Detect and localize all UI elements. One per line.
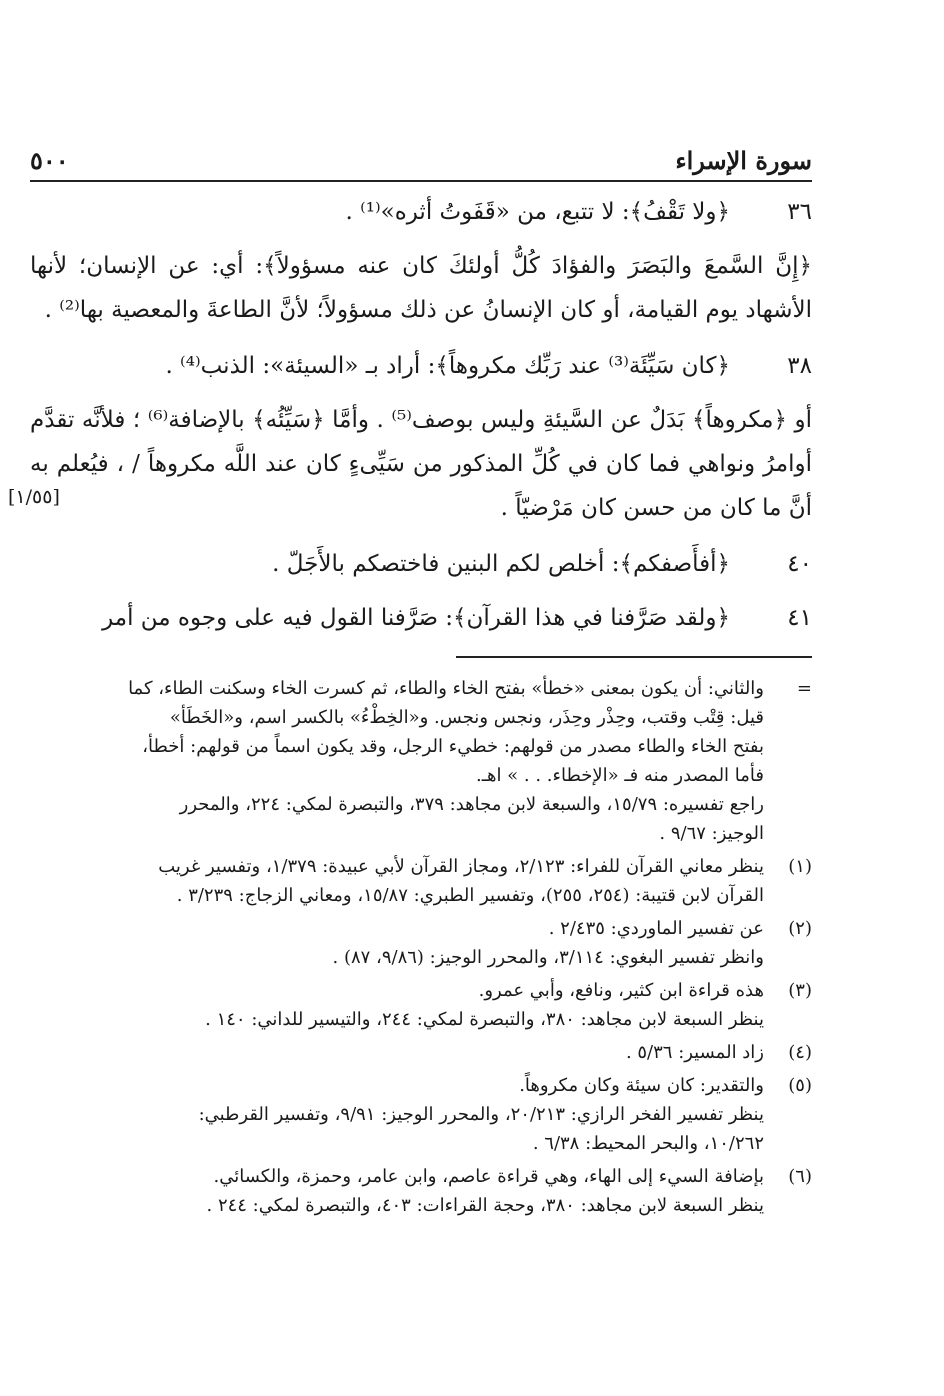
footnote-line: ينظر تفسير الفخر الرازي: ٢٠/٢١٣، والمحرر الوجيز: ٩/٩١، وتفسير القرطبي:	[198, 1104, 764, 1125]
footnote-line: فأما المصدر منه فـ «الإخطاء. . . » اهـ.	[475, 765, 764, 786]
footnote-marker: (٥)	[788, 1075, 812, 1096]
verse-number: ٤٠	[787, 551, 812, 577]
commentary-paragraph: ﴿إِنَّ السَّمعَ والبَصَرَ والفؤادَ كُلُّ أولئكَ كان عنه مسؤولاً﴾: أي: عن الإنسان؛ لأنها الأشهاد يوم القيامة، أو كان الإنسانُ عن ذلك مسؤولاً؛ لأنَّ الطاعةَ والمعصية بها⁽²⁾ .	[30, 253, 812, 323]
footnote-line: بفتح الخاء والطاء مصدر من قولهم: خطيء الرجل، وقد يكون اسماً من قولهم: أخطأ،	[142, 736, 764, 757]
surah-title: سورة الإسراء	[675, 146, 812, 175]
footnote-divider	[456, 656, 812, 658]
footnote	[30, 1038, 812, 1067]
verse-entry	[30, 542, 812, 586]
footnote-line: قيل: قِتْب وقتب، وحِذْر وحِذَر، ونجس ونجس. و«الخِطْءُ» بالكسر اسم، و«الخَطَأ»	[169, 707, 764, 728]
footnote-line: ينظر معاني القرآن للفراء: ٢/١٢٣، ومجاز القرآن لأبي عبيدة: ١/٣٧٩، وتفسير غريب	[158, 856, 764, 877]
verse-number: ٣٦	[787, 199, 812, 225]
footnote-marker: (٢)	[788, 918, 812, 939]
commentary-block	[8, 398, 812, 530]
verse-number: ٤١	[787, 605, 812, 631]
footnote-line: ١٠/٢٦٢، والبحر المحيط: ٦/٣٨ .	[532, 1133, 764, 1154]
footnote-line: والتقدير: كان سيئة وكان مكروهاً.	[519, 1075, 764, 1096]
footnote-line: عن تفسير الماوردي: ٢/٤٣٥ .	[548, 918, 764, 939]
verse-entry	[30, 190, 812, 234]
verse-text: ﴿ولقد صَرَّفنا في هذا القرآن﴾: صَرَّفنا القول فيه على وجوه من أمر	[102, 605, 730, 631]
commentary-body	[8, 190, 812, 650]
verse-entry	[30, 344, 812, 388]
footnotes	[30, 674, 812, 1224]
footnote-line: وانظر تفسير البغوي: ٣/١١٤، والمحرر الوجيز: (٩/٨٦، ٨٧) .	[332, 947, 764, 968]
verse-number: ٣٨	[787, 353, 812, 379]
footnote-marker: =	[796, 678, 812, 699]
footnote-line: القرآن لابن قتيبة: (٢٥٤، ٢٥٥)، وتفسير الطبري: ١٥/٨٧، ومعاني الزجاج: ٣/٢٣٩ .	[176, 885, 764, 906]
footnote-line: ينظر السبعة لابن مجاهد: ٣٨٠، والتبصرة لمكي: ٢٤٤، والتيسير للداني: ١٤٠ .	[205, 1009, 764, 1030]
footnote	[30, 852, 812, 910]
page-number: ٥٠٠	[30, 146, 69, 175]
verse-entry	[30, 596, 812, 640]
page-header	[30, 140, 812, 182]
footnote-line: الوجيز: ٩/٦٧ .	[659, 823, 764, 844]
footnote-marker: (١)	[788, 856, 812, 877]
footnote-line: والثاني: أن يكون بمعنى «خطأ» بفتح الخاء والطاء، ثم كسرت الخاء وسكنت الطاء، كما	[128, 678, 764, 699]
footnote-line: راجع تفسيره: ١٥/٧٩، والسبعة لابن مجاهد: ٣٧٩، والتبصرة لمكي: ٢٢٤، والمحرر	[179, 794, 764, 815]
manuscript-folio-ref: [١/٥٥]	[8, 486, 60, 508]
footnote-marker: (٤)	[788, 1042, 812, 1063]
footnote	[30, 914, 812, 972]
verse-text: ﴿كان سَيِّئَة⁽³⁾ عند رَبِّك مكروهاً﴾: أراد بـ «السيئة»: الذنب⁽⁴⁾ .	[165, 353, 730, 379]
footnote-line: هذه قراءة ابن كثير، ونافع، وأبي عمرو.	[478, 980, 764, 1001]
footnote	[30, 1162, 812, 1220]
footnote-line: بإضافة السيء إلى الهاء، وهي قراءة عاصم، وابن عامر، وحمزة، والكسائي.	[213, 1166, 764, 1187]
footnote-line: زاد المسير: ٥/٣٦ .	[625, 1042, 764, 1063]
commentary-paragraph: أو ﴿مكروهاً﴾ بَدَلٌ عن السَّيئةِ وليس بوصف⁽⁵⁾ . وأمَّا ﴿سَيِّئُه﴾ بالإضافة⁽⁶⁾ ؛ فلأنَّه تقدَّم أوامرُ ونواهي فما كان في كُلِّ المذكور من سَيِّىءٍ كان عند اللَّه مكروهاً / ، فيُعلم به أنَّ ما كان من حسن كان مَرْضيّاً .	[30, 407, 812, 521]
footnote-marker: (٣)	[788, 980, 812, 1001]
verse-text: ﴿ولا تَقْفُ﴾: لا تتبع، من «قَفَوتُ أثره»⁽¹⁾ .	[345, 199, 730, 225]
footnote-line: ينظر السبعة لابن مجاهد: ٣٨٠، وحجة القراءات: ٤٠٣، والتبصرة لمكي: ٢٤٤ .	[206, 1195, 764, 1216]
footnote	[30, 976, 812, 1034]
footnote	[30, 1071, 812, 1158]
footnote-marker: (٦)	[788, 1166, 812, 1187]
footnote	[30, 674, 812, 848]
verse-text: ﴿أفأَصفكم﴾: أخلص لكم البنين فاختصكم بالأَجَلّ .	[272, 551, 730, 577]
